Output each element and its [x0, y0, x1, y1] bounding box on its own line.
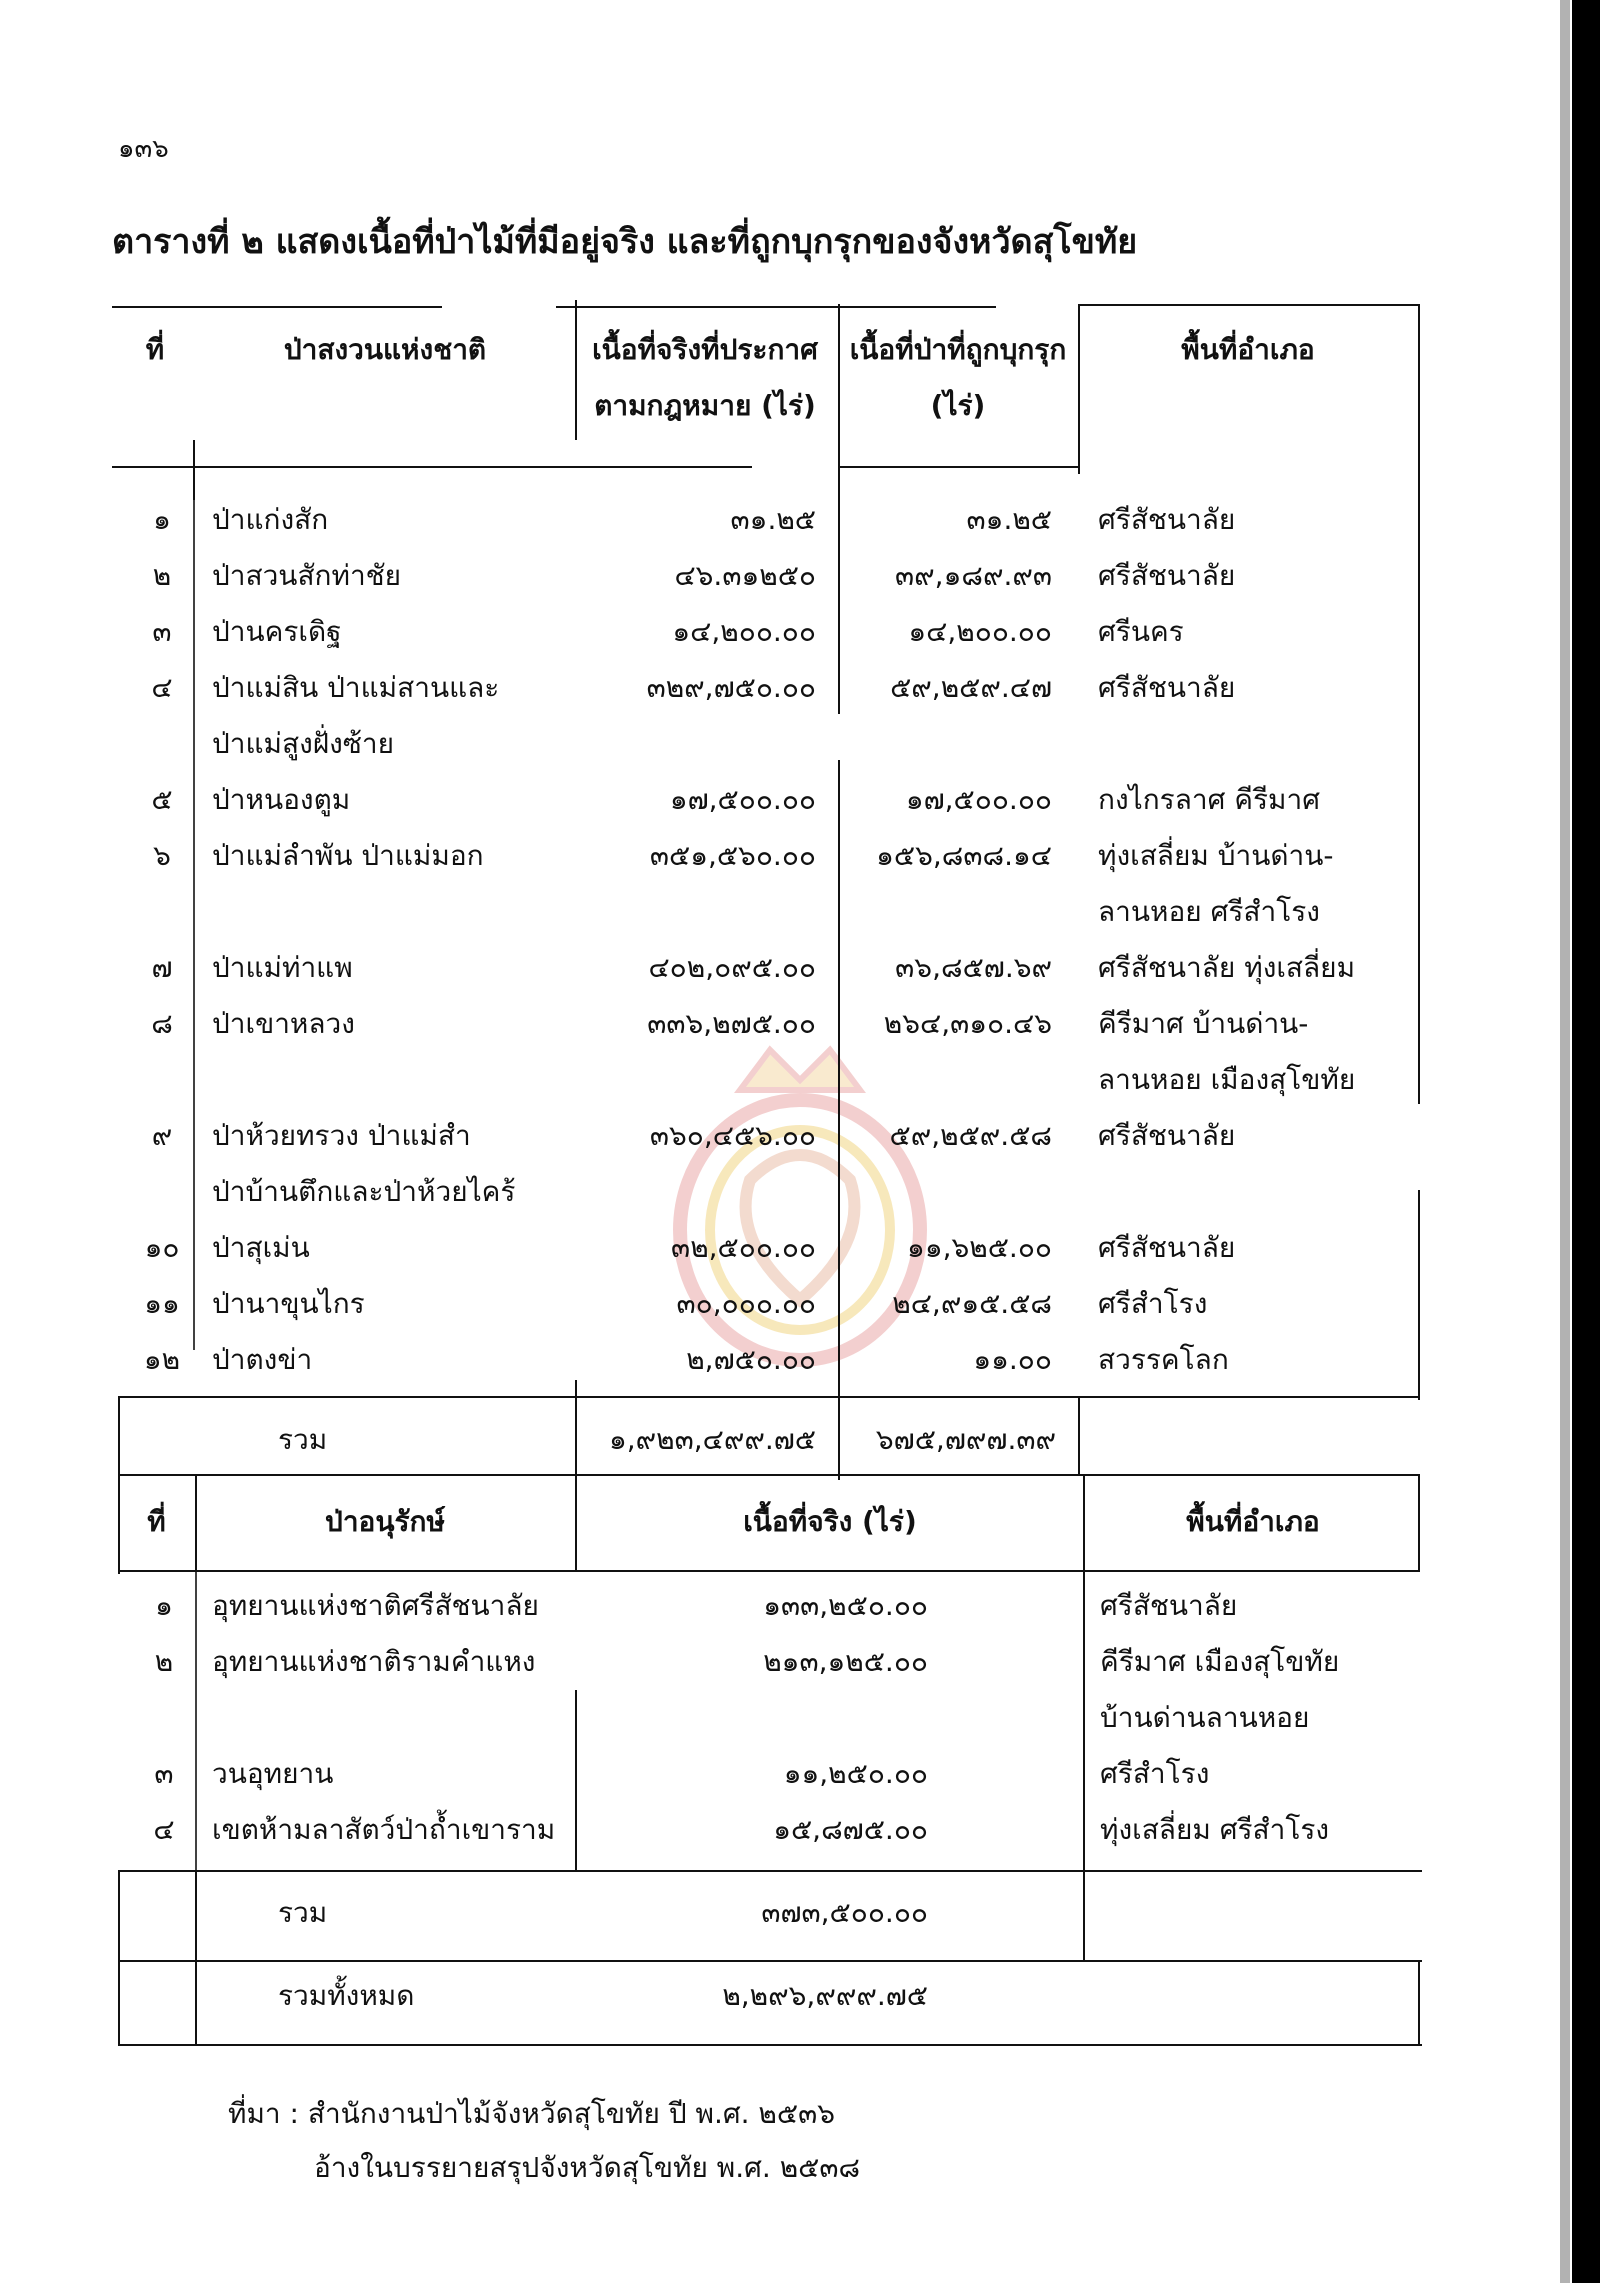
t1-row-name: ป่าแก่งสัก — [212, 503, 329, 536]
t1-row-encroached: ๑๔,๒๐๐.๐๐ — [908, 615, 1052, 648]
t1-row-name: ป่าเขาหลวง — [212, 1007, 355, 1040]
t1-header-area-2: ตามกฎหมาย (ไร่) — [594, 389, 816, 422]
t2-total-area: ๓๗๓,๕๐๐.๐๐ — [761, 1896, 928, 1929]
t2-row-no: ๑ — [155, 1589, 173, 1622]
t1-row-encroached: ๑๑.๐๐ — [973, 1343, 1052, 1376]
t1-row-area: ๔๐๒,๐๙๕.๐๐ — [648, 951, 816, 984]
t1-header-no: ที่ — [145, 333, 165, 366]
t1-row-district: ศรีสัชนาลัย — [1098, 1231, 1236, 1264]
t1-row-area: ๓๒๙,๗๕๐.๐๐ — [646, 671, 816, 704]
t1-row-name: ป่าสวนสักท่าชัย — [212, 559, 402, 592]
t2-header-area: เนื้อที่จริง (ไร่) — [743, 1505, 917, 1538]
t1-row-district: ทุ่งเสลี่ยม บ้านด่าน- — [1098, 839, 1334, 872]
t2-row-no: ๓ — [154, 1757, 174, 1790]
t1-row-area: ๒,๗๕๐.๐๐ — [686, 1343, 816, 1376]
t2-row-district: ศรีสัชนาลัย — [1100, 1589, 1238, 1622]
page-title: ตารางที่ ๒ แสดงเนื้อที่ป่าไม้ที่มีอยู่จริง และที่ถูกบุกรุกของจังหวัดสุโขทัย — [112, 222, 1138, 262]
t1-row-district: ศรีสัชนาลัย ทุ่งเสลี่ยม — [1098, 951, 1356, 984]
t1-row-name: ป่านาขุนไกร — [212, 1287, 365, 1320]
t1-row-district: ศรีนคร — [1098, 615, 1184, 648]
t1-row-name: ป่าบ้านตึกและป่าห้วยไคร้ — [212, 1175, 516, 1208]
t1-row-name: ป่าสุเม่น — [212, 1231, 310, 1264]
t1-row-district: ลานหอย เมืองสุโขทัย — [1098, 1063, 1356, 1096]
t1-row-district: กงไกรลาศ คีรีมาศ — [1098, 783, 1320, 816]
t1-row-encroached: ๑๕๖,๘๓๘.๑๔ — [876, 839, 1052, 872]
t1-row-no: ๔ — [151, 671, 173, 704]
t2-row-no: ๔ — [153, 1813, 175, 1846]
scan-edge — [1572, 0, 1600, 2283]
t1-row-name: ป่าห้วยทรวง ป่าแม่สำ — [212, 1119, 471, 1152]
t1-row-no: ๕ — [151, 783, 173, 816]
t1-row-area: ๓๒,๕๐๐.๐๐ — [671, 1231, 816, 1264]
t1-row-no: ๑๑ — [144, 1287, 180, 1320]
t1-row-district: ศรีสัชนาลัย — [1098, 559, 1236, 592]
t2-header-name: ป่าอนุรักษ์ — [325, 1505, 445, 1538]
t2-row-area: ๒๑๓,๑๒๕.๐๐ — [763, 1645, 928, 1678]
t2-row-name: อุทยานแห่งชาติศรีสัชนาลัย — [212, 1589, 539, 1622]
t1-row-encroached: ๓๖,๘๕๗.๖๙ — [895, 951, 1052, 984]
t1-row-encroached: ๓๙,๑๘๙.๙๓ — [895, 559, 1052, 592]
t2-row-district: ศรีสำโรง — [1100, 1757, 1210, 1790]
t1-row-area: ๓๕๑,๕๖๐.๐๐ — [649, 839, 816, 872]
t1-row-district: ลานหอย ศรีสำโรง — [1098, 895, 1320, 928]
t1-row-name: ป่าแม่สูงฝั่งซ้าย — [212, 727, 394, 760]
t1-row-no: ๖ — [153, 839, 171, 872]
t1-total-label: รวม — [278, 1423, 328, 1456]
t1-header-area-1: เนื้อที่จริงที่ประกาศ — [592, 333, 818, 366]
t1-row-area: ๑๗,๕๐๐.๐๐ — [669, 783, 816, 816]
t1-row-no: ๗ — [151, 951, 173, 984]
t1-row-area: ๑๔,๒๐๐.๐๐ — [672, 615, 816, 648]
t2-row-area: ๑๓๓,๒๕๐.๐๐ — [763, 1589, 928, 1622]
t1-row-no: ๑๐ — [144, 1231, 180, 1264]
t1-row-no: ๑๒ — [143, 1343, 181, 1376]
t1-row-district: ศรีสัชนาลัย — [1098, 503, 1236, 536]
t2-row-district: ทุ่งเสลี่ยม ศรีสำโรง — [1100, 1813, 1330, 1846]
t1-row-area: ๓๓๖,๒๗๕.๐๐ — [647, 1007, 816, 1040]
t1-row-encroached: ๕๙,๒๕๙.๕๘ — [889, 1119, 1052, 1152]
t2-header-no: ที่ — [147, 1505, 166, 1538]
t2-row-name: เขตห้ามลาสัตว์ป่าถ้ำเขาราม — [212, 1813, 556, 1846]
t1-row-district: สวรรคโลก — [1098, 1343, 1229, 1376]
t1-row-name: ป่าหนองตูม — [212, 783, 351, 816]
t1-row-district: ศรีสัชนาลัย — [1098, 671, 1236, 704]
t2-grand-total-area: ๒,๒๙๖,๙๙๙.๗๕ — [722, 1979, 928, 2012]
t1-row-name: ป่าแม่ลำพัน ป่าแม่มอก — [212, 839, 484, 872]
t2-grand-total-label: รวมทั้งหมด — [278, 1979, 415, 2012]
t1-row-encroached: ๓๑.๒๕ — [966, 503, 1052, 536]
watermark-seal-icon — [640, 1030, 960, 1390]
t1-row-area: ๓๐,๐๐๐.๐๐ — [676, 1287, 816, 1320]
t2-row-name: วนอุทยาน — [212, 1757, 334, 1790]
t1-row-encroached: ๒๔,๙๑๕.๕๘ — [892, 1287, 1052, 1320]
t1-row-encroached: ๑๗,๕๐๐.๐๐ — [905, 783, 1052, 816]
t2-row-district: บ้านด่านลานหอย — [1100, 1701, 1310, 1734]
t1-header-encroached-2: (ไร่) — [930, 389, 986, 422]
t1-row-district: ศรีสำโรง — [1098, 1287, 1208, 1320]
t1-header-name: ป่าสงวนแห่งชาติ — [283, 333, 487, 366]
page-number: ๑๓๖ — [118, 134, 169, 164]
t1-row-area: ๔๖.๓๑๒๕๐ — [674, 559, 816, 592]
t1-row-encroached: ๑๑,๖๒๕.๐๐ — [907, 1231, 1052, 1264]
t2-row-no: ๒ — [154, 1645, 174, 1678]
t1-row-encroached: ๕๙,๒๕๙.๔๗ — [890, 671, 1052, 704]
t2-row-name: อุทยานแห่งชาติรามคำแหง — [212, 1645, 536, 1678]
t1-row-area: ๓๖๐,๔๕๖.๐๐ — [649, 1119, 816, 1152]
t2-row-area: ๑๑,๒๕๐.๐๐ — [783, 1757, 928, 1790]
t1-row-encroached: ๒๖๔,๓๑๐.๔๖ — [883, 1007, 1052, 1040]
source-line-2: อ้างในบรรยายสรุปจังหวัดสุโขทัย พ.ศ. ๒๕๓๘ — [314, 2151, 861, 2184]
t1-row-no: ๓ — [152, 615, 172, 648]
t1-row-name: ป่าแม่สิน ป่าแม่สานและ — [212, 671, 500, 704]
t2-header-district: พื้นที่อำเภอ — [1186, 1505, 1320, 1538]
scan-edge-shadow — [1560, 0, 1570, 2283]
t1-row-name: ป่าแม่ท่าแพ — [212, 951, 353, 984]
t2-total-label: รวม — [278, 1896, 328, 1929]
t1-row-no: ๑ — [153, 503, 171, 536]
t1-row-no: ๒ — [152, 559, 172, 592]
t1-row-district: คีรีมาศ บ้านด่าน- — [1098, 1007, 1309, 1040]
t1-total-encroached: ๖๗๕,๗๙๗.๓๙ — [875, 1423, 1056, 1456]
t1-row-no: ๙ — [151, 1119, 173, 1152]
t1-total-area: ๑,๙๒๓,๔๙๙.๗๕ — [608, 1423, 816, 1456]
t1-row-name: ป่านครเดิฐ — [212, 615, 342, 648]
t1-header-district: พื้นที่อำเภอ — [1181, 333, 1315, 366]
t1-row-district: ศรีสัชนาลัย — [1098, 1119, 1236, 1152]
t1-row-no: ๘ — [151, 1007, 173, 1040]
t1-row-name: ป่าตงข่า — [212, 1343, 313, 1376]
t2-row-district: คีรีมาศ เมืองสุโขทัย — [1100, 1645, 1340, 1678]
t2-row-area: ๑๕,๘๗๕.๐๐ — [773, 1813, 928, 1846]
t1-header-encroached-1: เนื้อที่ป่าที่ถูกบุกรุก — [849, 333, 1067, 366]
source-line-1: ที่มา : สำนักงานป่าไม้จังหวัดสุโขทัย ปี พ.ศ. ๒๕๓๖ — [228, 2097, 835, 2130]
t1-row-area: ๓๑.๒๕ — [730, 503, 816, 536]
